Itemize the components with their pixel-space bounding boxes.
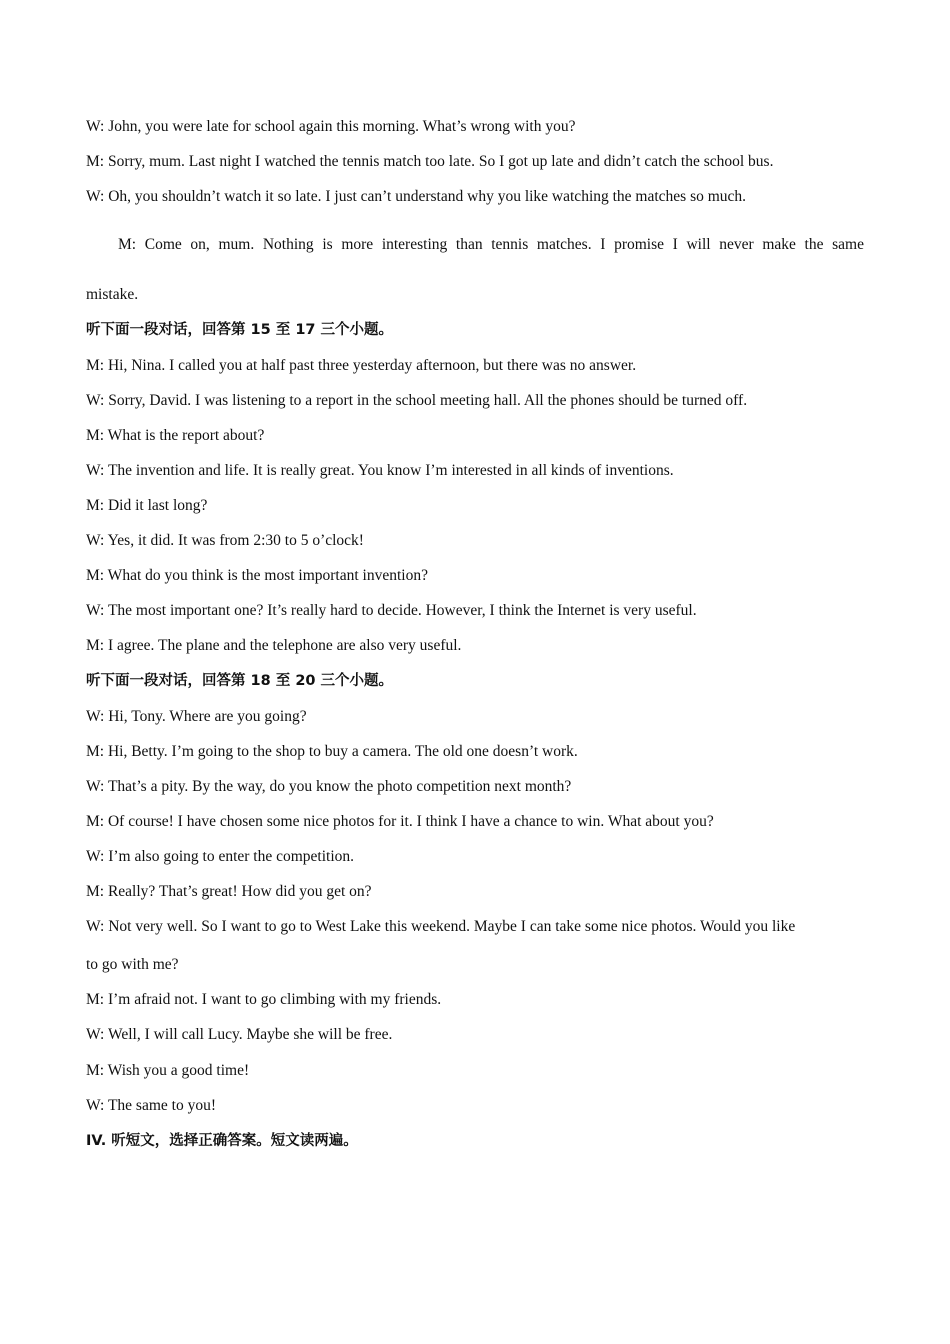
dialogue-line: W: Not very well. So I want to go to West Lake this weekend. Maybe I can take some nice photos. Would you like bbox=[86, 918, 796, 935]
dialogue-line: M: Really? That’s great! How did you get on? bbox=[86, 883, 372, 900]
dialogue-line: M: Of course! I have chosen some nice photos for it. I think I have a chance to win. What about you? bbox=[86, 813, 714, 830]
dialogue-line: W: Yes, it did. It was from 2:30 to 5 o’clock! bbox=[86, 532, 364, 549]
dialogue-line: W: I’m also going to enter the competition. bbox=[86, 848, 355, 865]
dialogue-line: M: Come on, mum. Nothing is more interesting than tennis matches. I promise I will never make the same bbox=[118, 236, 864, 253]
dialogue-line: W: Hi, Tony. Where are you going? bbox=[86, 708, 307, 725]
dialogue-line: W: That’s a pity. By the way, do you know the photo competition next month? bbox=[86, 778, 572, 795]
dialogue-line: W: The most important one? It’s really hard to decide. However, I think the Internet is very useful. bbox=[86, 602, 697, 619]
dialogue-line: M: What do you think is the most important invention? bbox=[86, 567, 428, 584]
section-heading: 听下面一段对话，回答第 15 至 17 三个小题。 bbox=[86, 322, 394, 338]
dialogue-line: M: Wish you a good time! bbox=[86, 1062, 250, 1079]
dialogue-line: M: What is the report about? bbox=[86, 427, 265, 444]
dialogue-line: M: Hi, Betty. I’m going to the shop to buy a camera. The old one doesn’t work. bbox=[86, 743, 578, 760]
dialogue-line: W: Oh, you shouldn’t watch it so late. I just can’t understand why you like watching the matches so much. bbox=[86, 188, 747, 205]
dialogue-line: M: I’m afraid not. I want to go climbing with my friends. bbox=[86, 991, 442, 1008]
dialogue-line: M: I agree. The plane and the telephone are also very useful. bbox=[86, 637, 462, 654]
dialogue-line: M: Did it last long? bbox=[86, 497, 208, 514]
dialogue-line: mistake. bbox=[86, 286, 139, 303]
dialogue-line: W: Sorry, David. I was listening to a report in the school meeting hall. All the phones should be turned off. bbox=[86, 392, 748, 409]
dialogue-line: W: The same to you! bbox=[86, 1097, 216, 1114]
dialogue-line: W: The invention and life. It is really great. You know I’m interested in all kinds of inventions. bbox=[86, 462, 674, 479]
dialogue-line: to go with me? bbox=[86, 956, 179, 973]
section-heading: IV. 听短文，选择正确答案。短文读两遍。 bbox=[86, 1133, 358, 1149]
section-heading: 听下面一段对话，回答第 18 至 20 三个小题。 bbox=[86, 673, 394, 689]
dialogue-line: W: Well, I will call Lucy. Maybe she will be free. bbox=[86, 1026, 393, 1043]
dialogue-line: M: Hi, Nina. I called you at half past three yesterday afternoon, but there was no answer. bbox=[86, 357, 637, 374]
dialogue-line: W: John, you were late for school again this morning. What’s wrong with you? bbox=[86, 118, 576, 135]
dialogue-line: M: Sorry, mum. Last night I watched the tennis match too late. So I got up late and didn’t catch the school bus. bbox=[86, 153, 774, 170]
